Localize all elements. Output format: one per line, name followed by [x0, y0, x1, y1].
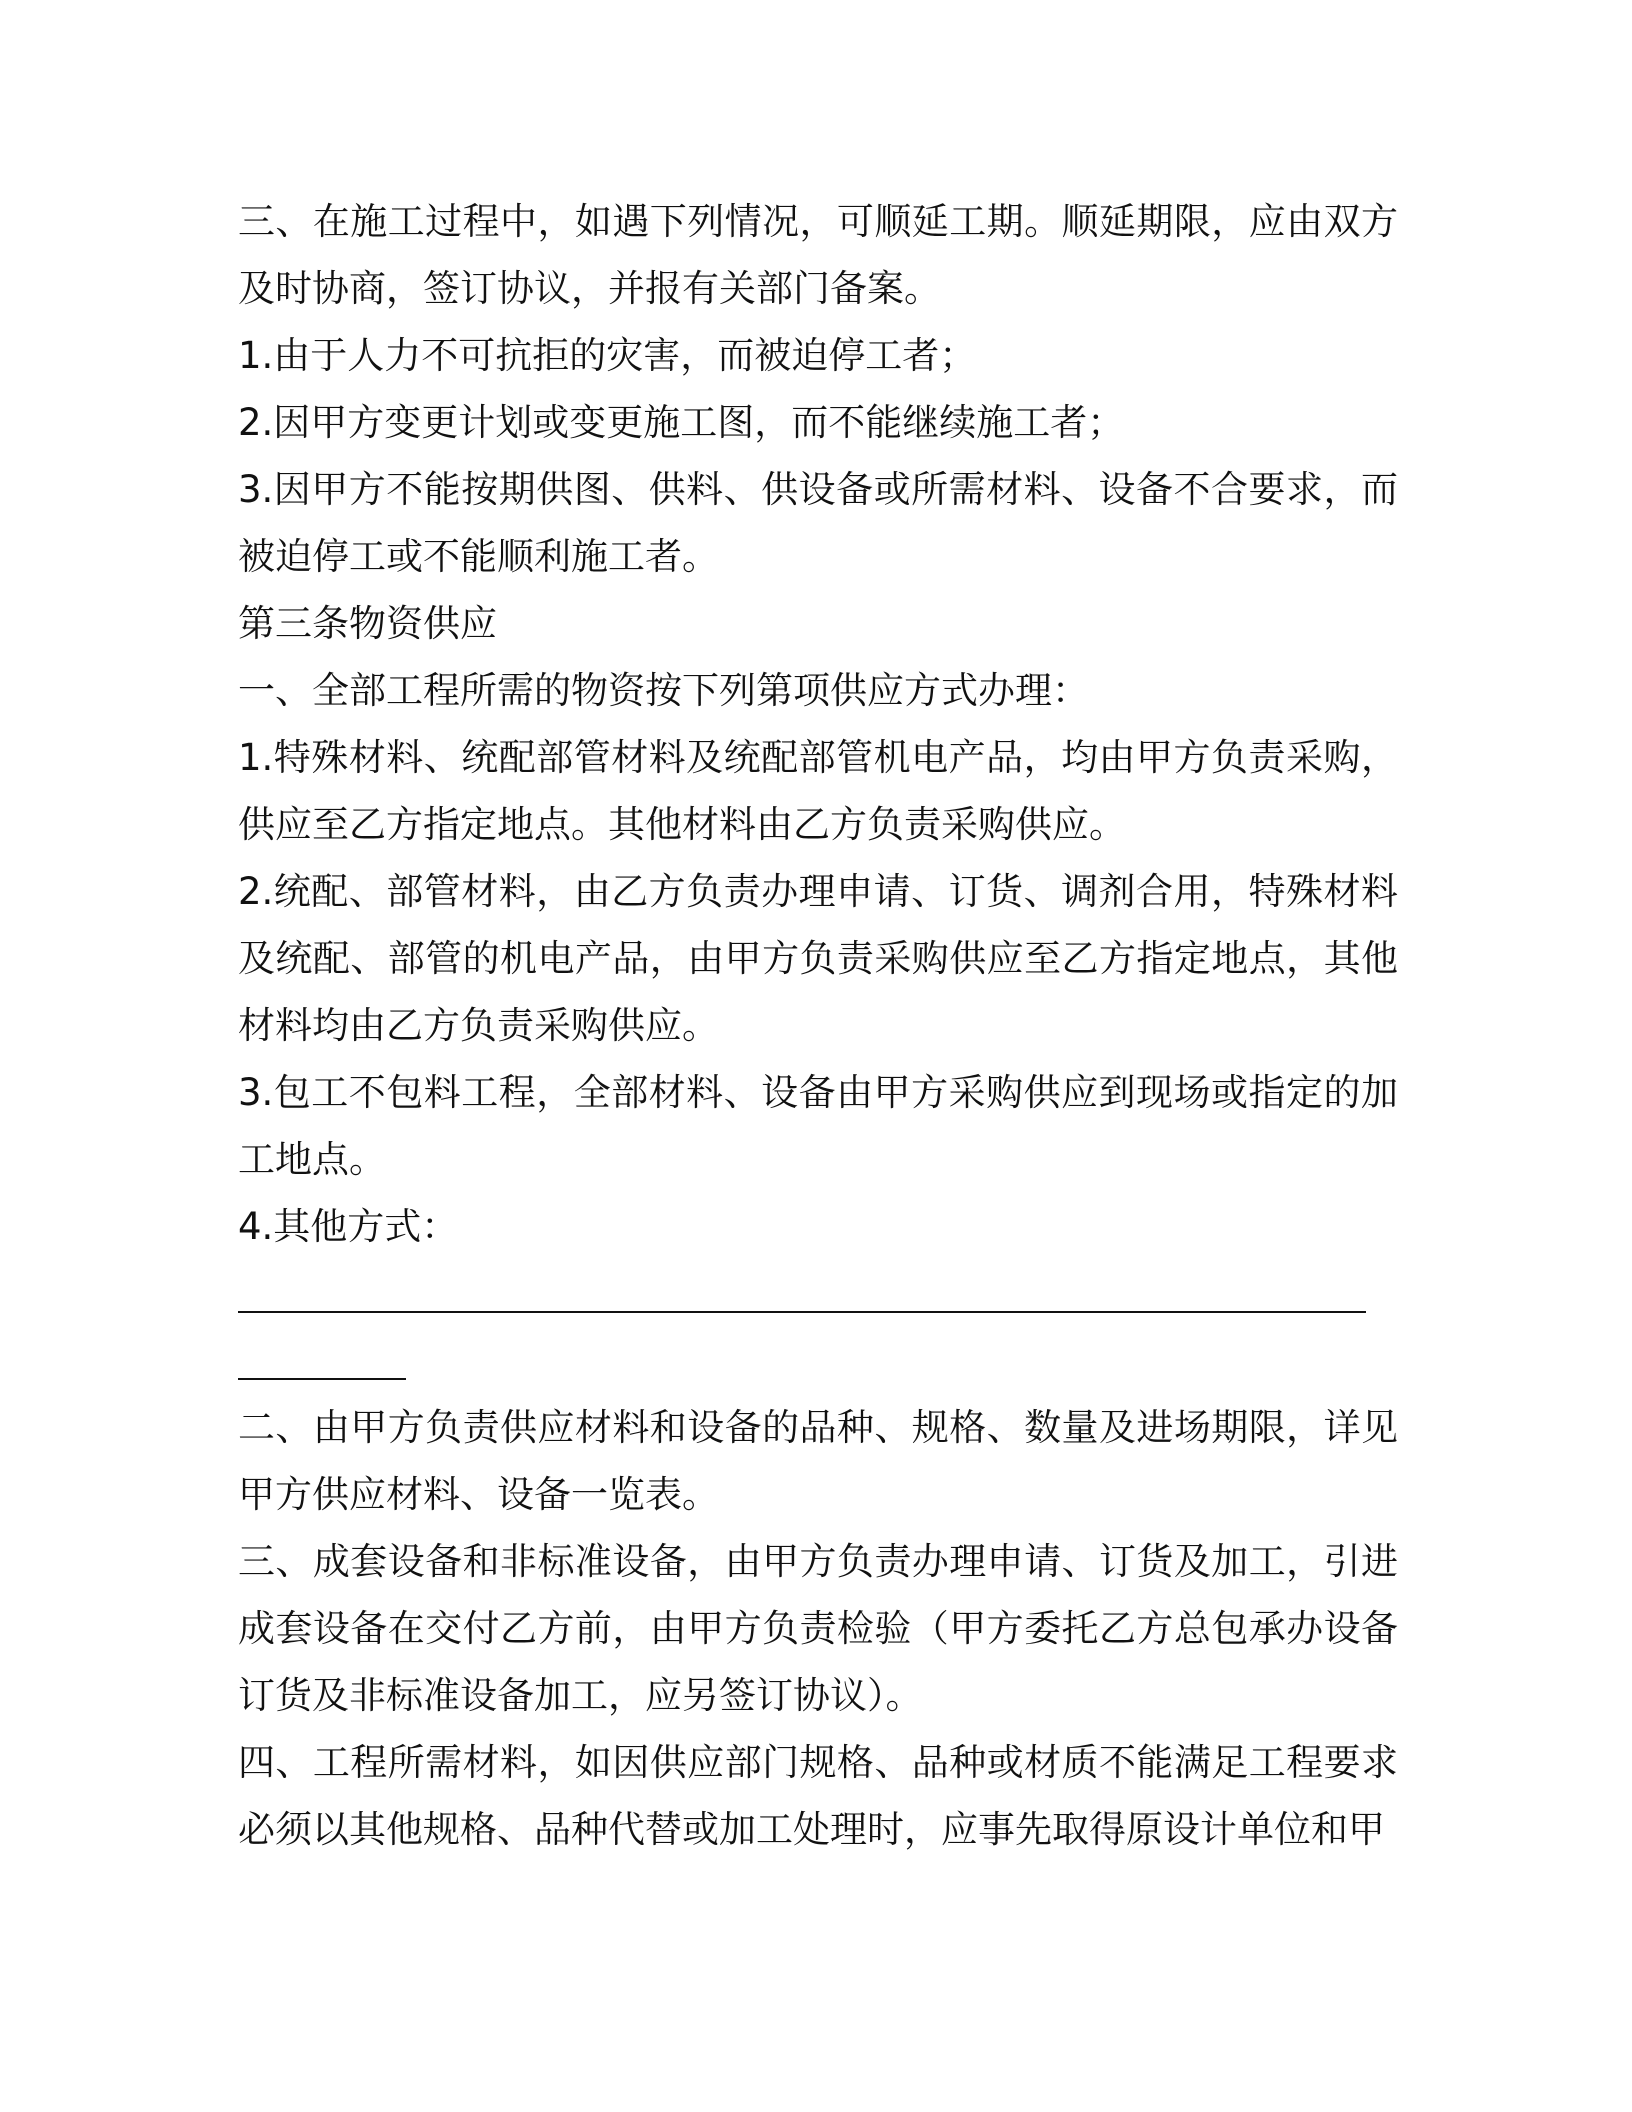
- paragraph-supply-2: 2.统配、部管材料，由乙方负责办理申请、订货、调剂合用，特殊材料及统配、部管的机电产品，由甲方负责采购供应至乙方指定地点，其他材料均由乙方负责采购供应。: [238, 870, 1398, 1047]
- paragraph-supply-methods: 一、全部工程所需的物资按下列第项供应方式办理：: [238, 669, 1089, 712]
- paragraph-section-3: 三、成套设备和非标准设备，由甲方负责办理申请、订货及加工，引进成套设备在交付乙方前，由甲方负责检验（甲方委托乙方总包承办设备订货及非标准设备加工，应另签订协议）。: [238, 1540, 1398, 1717]
- paragraph-supply-4: 4.其他方式：: [238, 1205, 459, 1248]
- paragraph-item-3: 3.因甲方不能按期供图、供料、供设备或所需材料、设备不合要求，而被迫停工或不能顺利施工者。: [238, 468, 1398, 578]
- paragraph-item-2: 2.因甲方变更计划或变更施工图，而不能继续施工者；: [238, 401, 1125, 444]
- paragraph-item-1: 1.由于人力不可抗拒的灾害，而被迫停工者；: [238, 334, 977, 377]
- section-heading-article-3: 第三条物资供应: [238, 602, 497, 645]
- fill-in-blank-line: [238, 1260, 1366, 1327]
- paragraph-supply-3: 3.包工不包料工程，全部材料、设备由甲方采购供应到现场或指定的加工地点。: [238, 1071, 1398, 1181]
- paragraph-section-2: 二、由甲方负责供应材料和设备的品种、规格、数量及进场期限，详见甲方供应材料、设备一览表。: [238, 1406, 1398, 1516]
- document-body: [238, 188, 1398, 1863]
- paragraph-extension-clause: 三、在施工过程中，如遇下列情况，可顺延工期。顺延期限，应由双方及时协商，签订协议，并报有关部门备案。: [238, 200, 1398, 310]
- paragraph-supply-1: 1.特殊材料、统配部管材料及统配部管机电产品，均由甲方负责采购，供应至乙方指定地点。其他材料由乙方负责采购供应。: [238, 736, 1398, 846]
- paragraph-section-4: 四、工程所需材料，如因供应部门规格、品种或材质不能满足工程要求必须以其他规格、品种代替或加工处理时，应事先取得原设计单位和甲: [238, 1741, 1398, 1851]
- fill-in-blank-line-continued: [238, 1327, 406, 1394]
